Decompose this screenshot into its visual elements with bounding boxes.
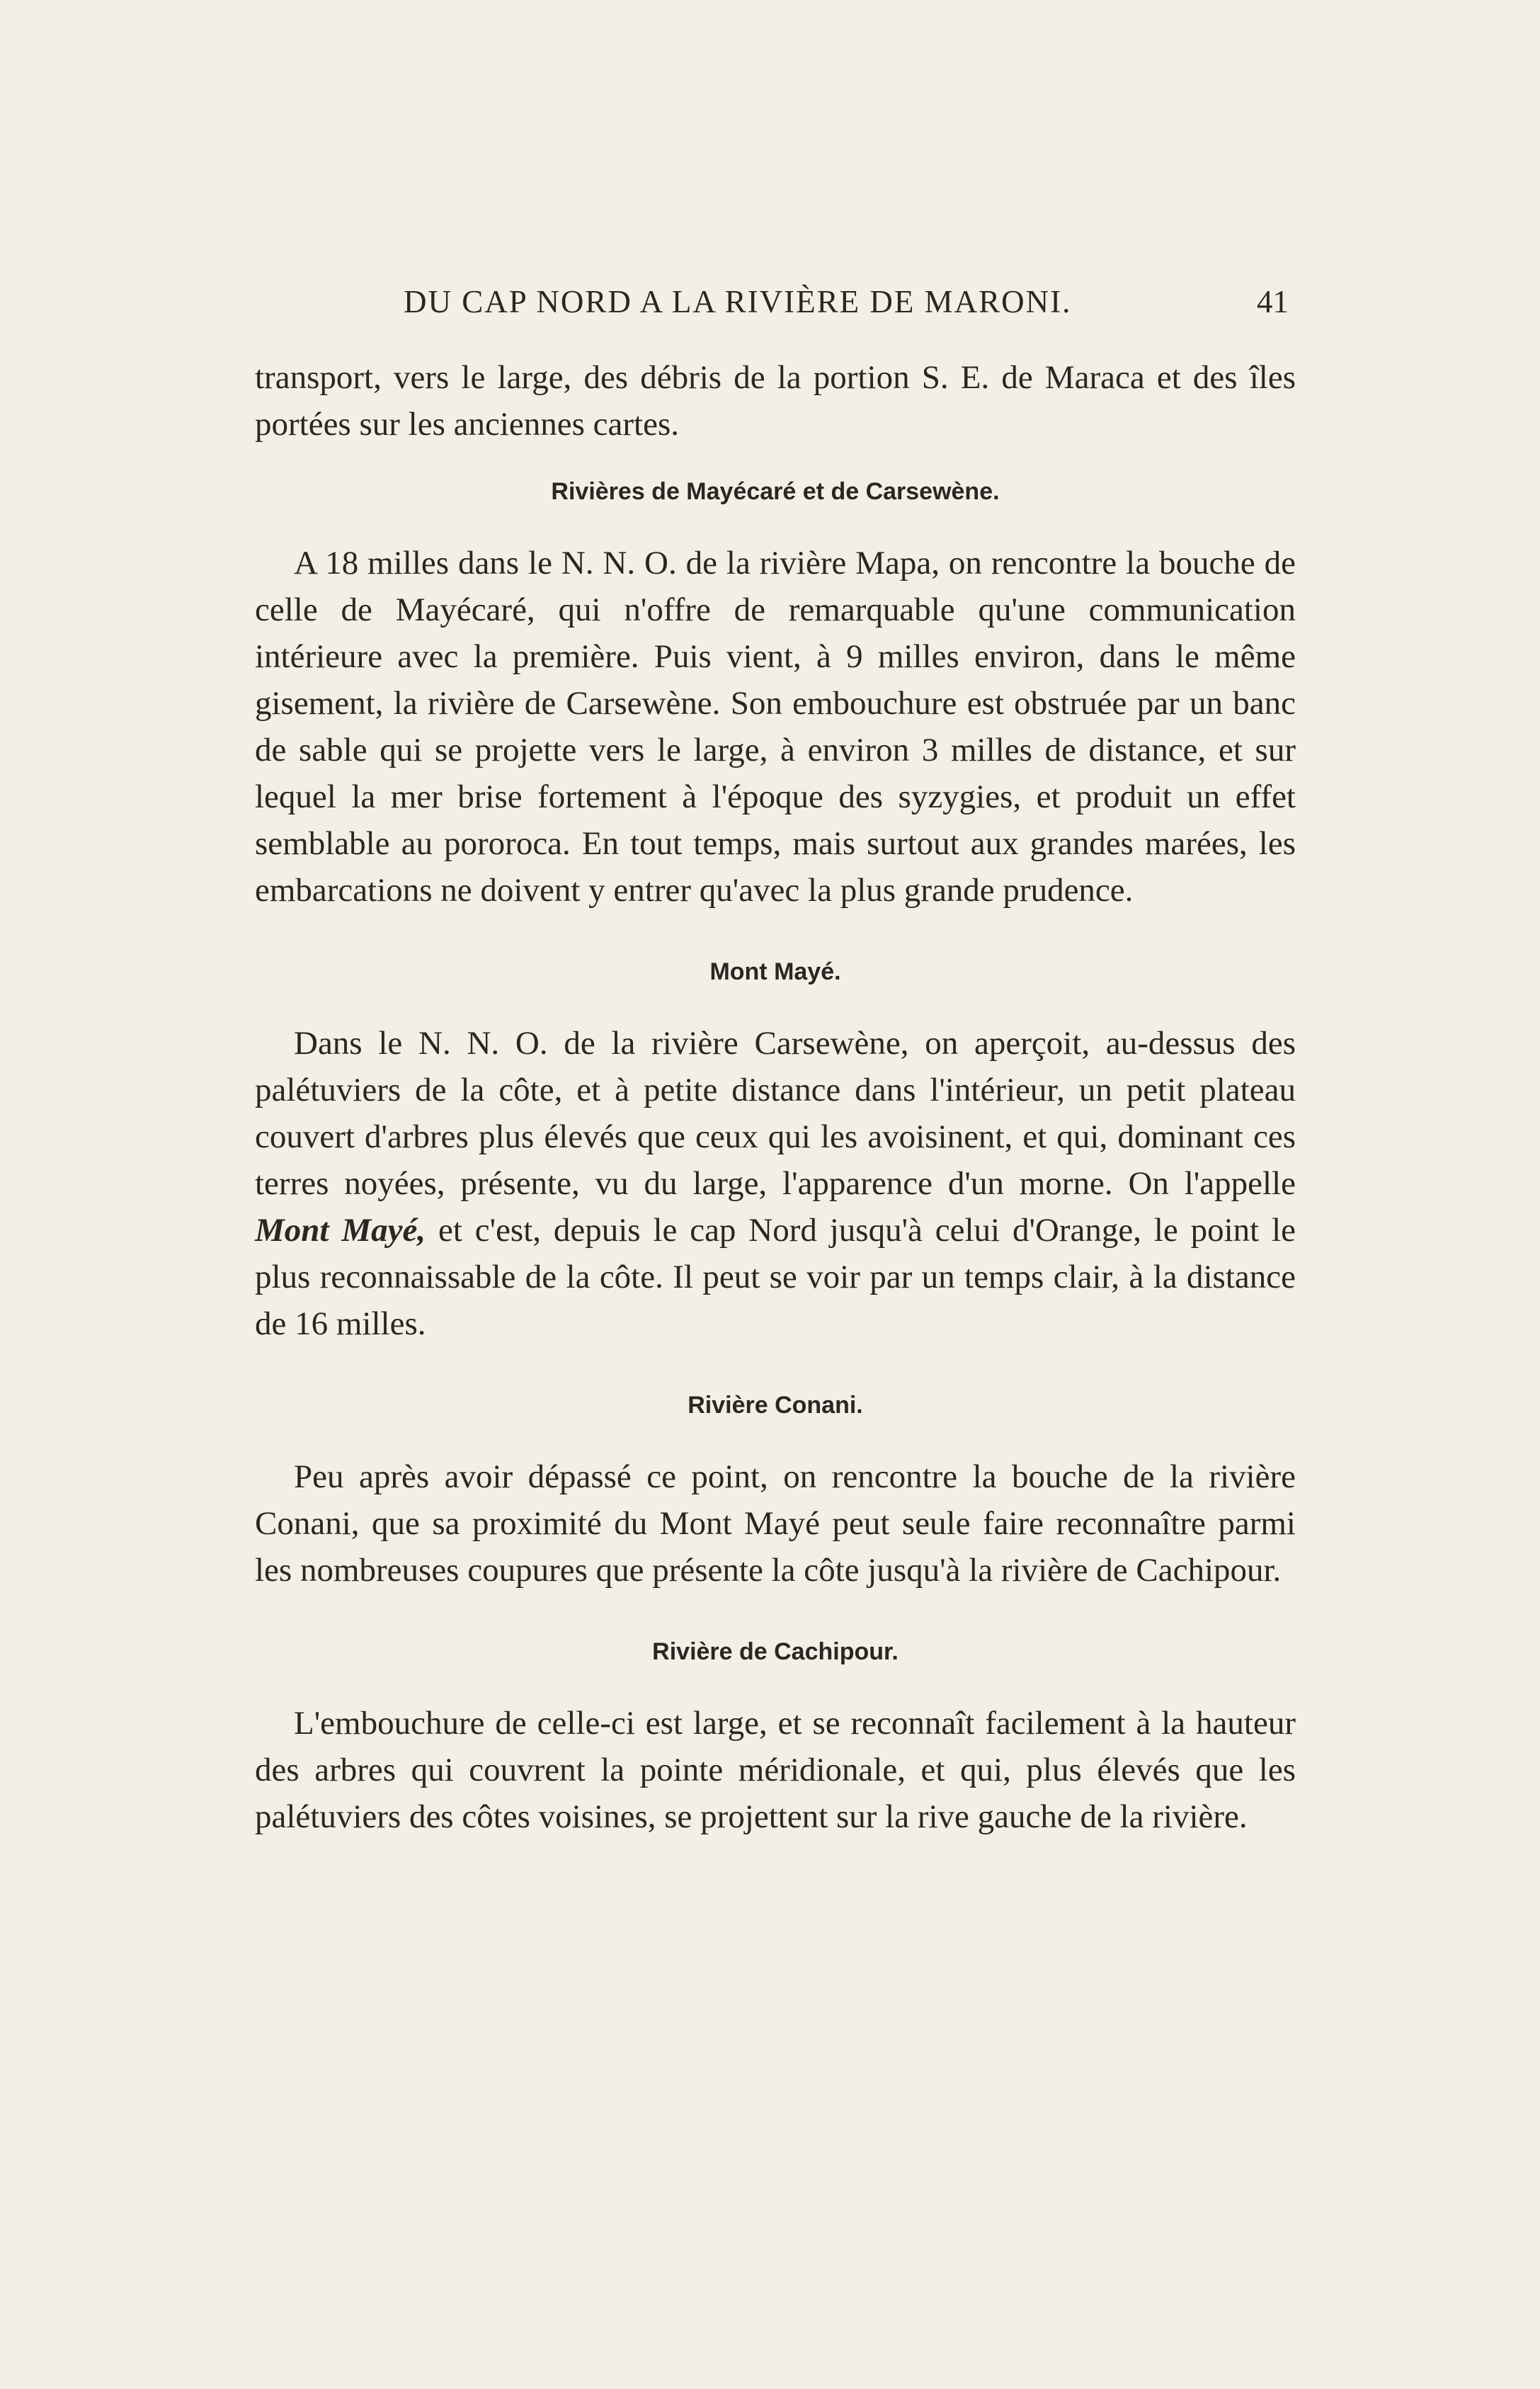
section-heading: Mont Mayé. [709,958,841,985]
body-text [255,354,1296,1840]
paragraph-text: Dans le N. N. O. de la rivière Carsewène, on aperçoit, au-dessus des palétuviers de la côte, et à petite distance dans l'intérieur, un petit plateau couvert d'arbres plus élevés que ceux qui les avoisinent, et qui, dominant ces terres noyées, présente, vu du large, l'apparence d'un morne. On l'appelle [255,1025,1296,1202]
section-paragraph: L'embouchure de celle-ci est large, et se reconnaît facilement à la hauteur des arbres qui couvrent la pointe méridionale, et qui, plus élevés que les palétuviers des côtes voisines, se projettent sur la rive gauche de la rivière. [255,1705,1296,1835]
page-header [255,283,1289,333]
running-title: DU CAP NORD A LA RIVIÈRE DE MARONI. [404,284,1072,319]
page-number: 41 [1257,284,1289,319]
section-paragraph: Peu après avoir dépassé ce point, on rencontre la bouche de la rivière Conani, que sa proximité du Mont Mayé peut seule faire reconnaître parmi les nombreuses coupures que présente la côte jusqu'à la rivière de Cachipour. [255,1458,1296,1589]
section-heading: Rivière Conani. [688,1392,863,1419]
section-paragraph: A 18 milles dans le N. N. O. de la rivière Mapa, on rencontre la bouche de celle de Mayécaré, qui n'offre de remarquable qu'une communication intérieure avec la première. Puis vient, à 9 milles environ, dans le même gisement, la rivière de Carsewène. Son embouchure est obstruée par un banc de sable qui se projette vers le large, à environ 3 milles de distance, et sur lequel la mer brise fortement à l'époque des syzygies, et produit un effet semblable au pororoca. En tout temps, mais surtout aux grandes marées, les embarcations ne doivent y entrer qu'avec la plus grande prudence. [255,545,1296,909]
section-paragraph [255,1020,1296,1347]
continuation-paragraph: transport, vers le large, des débris de la portion S. E. de Maraca et des îles portées sur les anciennes cartes. [255,359,1296,443]
italic-place-name: Mont Mayé, [255,1212,426,1249]
section-heading: Rivière de Cachipour. [652,1638,899,1665]
section-heading: Rivières de Mayécaré et de Carsewène. [551,478,1000,505]
paragraph-text: et c'est, depuis le cap Nord jusqu'à celui d'Orange, le point le plus reconnaissable de la côte. Il peut se voir par un temps clair, à la distance de 16 milles. [255,1212,1296,1342]
